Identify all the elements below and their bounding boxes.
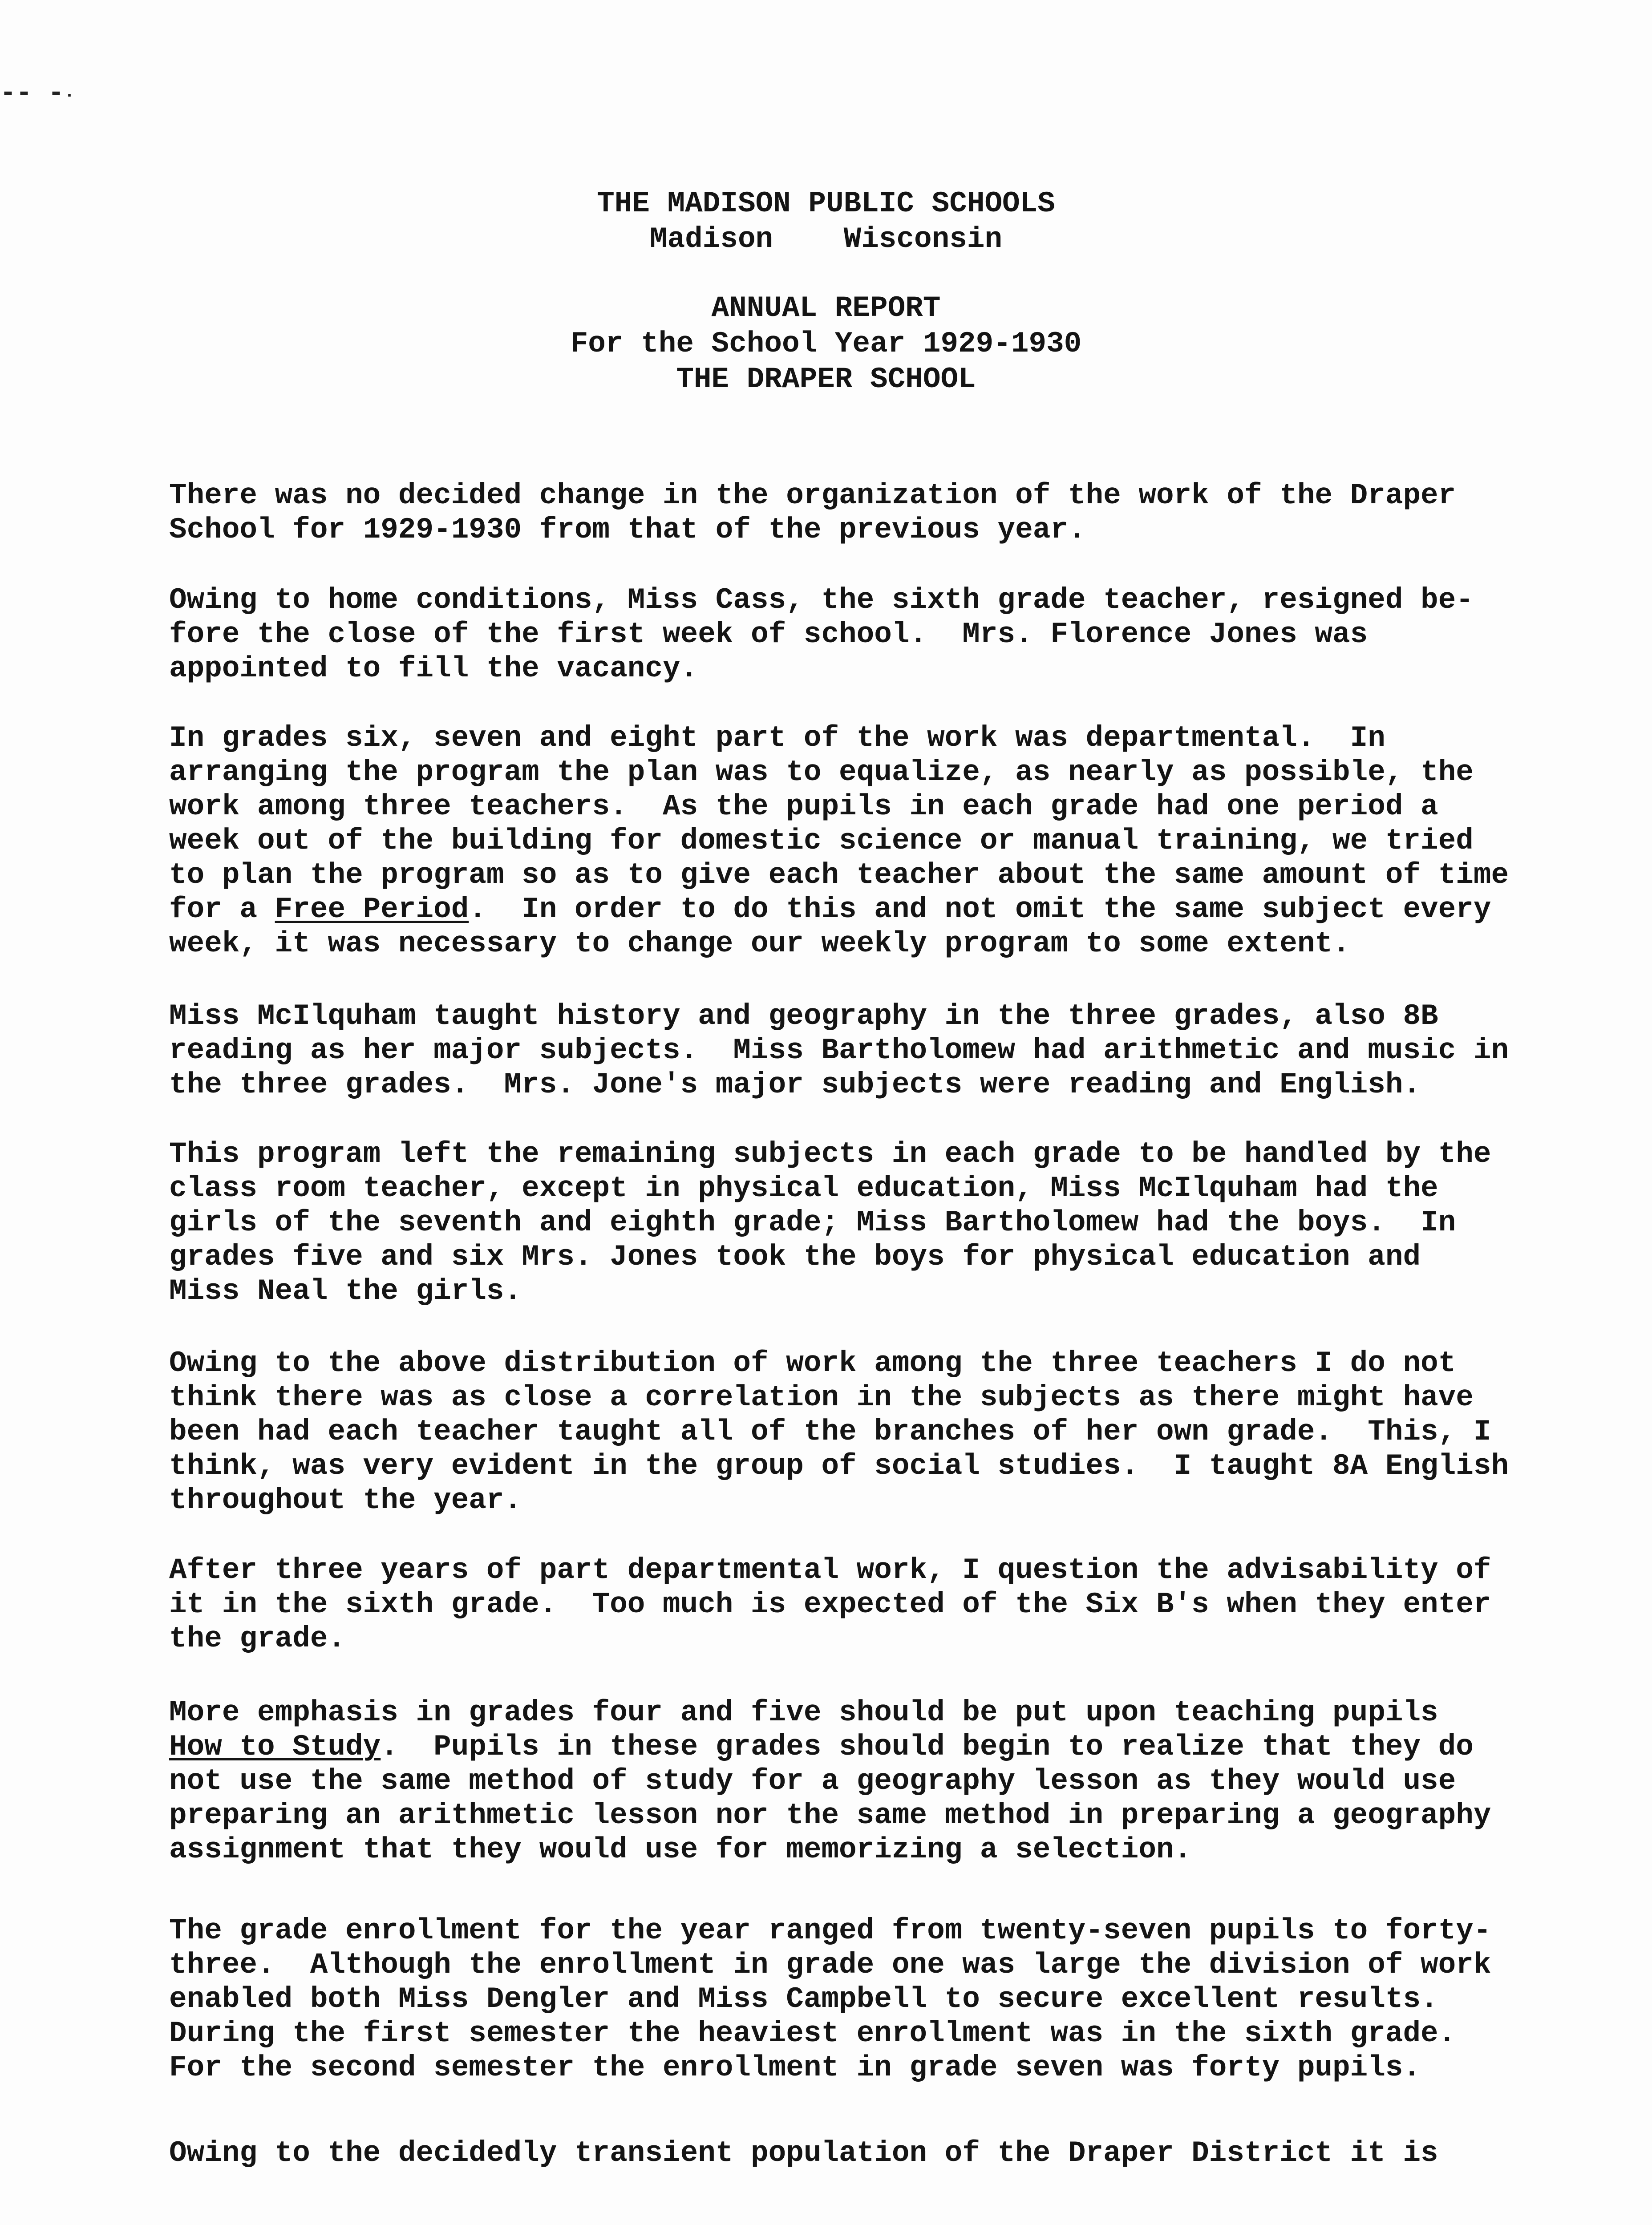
paragraph-correlation — [169, 1346, 1509, 1517]
header-school-year: For the School Year 1929-1930 — [570, 327, 1082, 360]
text-segment: . In order to do this and not omit the same subject every — [469, 893, 1491, 926]
text-line: been had each teacher taught all of the branches of her own grade. This, I — [169, 1415, 1491, 1448]
text-line: think there was as close a correlation in the subjects as there might have — [169, 1381, 1474, 1414]
text-line: enabled both Miss Dengler and Miss Campbell to secure excellent results. — [169, 1982, 1438, 2016]
text-line: it in the sixth grade. Too much is expected of the Six B's when they enter — [169, 1588, 1491, 1621]
paragraph-organization — [169, 478, 1504, 547]
paragraph-staff-change — [169, 583, 1504, 686]
text-line — [169, 892, 1504, 926]
text-line: fore the close of the first week of school. Mrs. Florence Jones was — [169, 618, 1368, 651]
underlined-phrase: How to Study — [169, 1730, 381, 1764]
text-line: not use the same method of study for a geography lesson as they would use — [169, 1764, 1456, 1798]
text-line: More emphasis in grades four and five should be put upon teaching pupils — [169, 1696, 1438, 1729]
text-line: the grade. — [169, 1622, 346, 1655]
text-line: Miss McIlquham taught history and geography in the three grades, also 8B — [169, 999, 1438, 1033]
paragraph-teacher-subjects — [169, 999, 1509, 1102]
text-line: class room teacher, except in physical education, Miss McIlquham had the — [169, 1172, 1438, 1205]
text-line: assignment that they would use for memorizing a selection. — [169, 1833, 1192, 1866]
text-line: Owing to home conditions, Miss Cass, the sixth grade teacher, resigned be- — [169, 583, 1474, 617]
header-report-title: ANNUAL REPORT — [711, 291, 941, 325]
text-line: week, it was necessary to change our weekly program to some extent. — [169, 927, 1350, 960]
text-line: appointed to fill the vacancy. — [169, 652, 698, 685]
paragraph-how-to-study — [169, 1695, 1504, 1867]
text-line: Miss Neal the girls. — [169, 1274, 522, 1308]
underlined-phrase: Free Period — [275, 893, 469, 926]
text-line: preparing an arithmetic lesson nor the same method in preparing a geography — [169, 1799, 1491, 1832]
text-line: work among three teachers. As the pupils in each grade had one period a — [169, 790, 1438, 823]
paragraph-advisability — [169, 1553, 1504, 1656]
text-line: There was no decided change in the organization of the work of the Draper — [169, 479, 1456, 512]
text-line: arranging the program the plan was to equalize, as nearly as possible, the — [169, 756, 1474, 789]
paragraph-remaining-subjects — [169, 1137, 1504, 1308]
text-line: During the first semester the heaviest enrollment was in the sixth grade. — [169, 2017, 1456, 2050]
text-line: The grade enrollment for the year ranged from twenty-seven pupils to forty- — [169, 1914, 1491, 1947]
text-line — [169, 1730, 1504, 1764]
text-line: For the second semester the enrollment in grade seven was forty pupils. — [169, 2051, 1421, 2084]
text-line: girls of the seventh and eighth grade; Miss Bartholomew had the boys. In — [169, 1206, 1456, 1239]
text-line: grades five and six Mrs. Jones took the boys for physical education and — [169, 1240, 1421, 1274]
text-line: School for 1929-1930 from that of the previous year. — [169, 513, 1086, 546]
text-line: three. Although the enrollment in grade one was large the division of work — [169, 1948, 1491, 1982]
text-line: This program left the remaining subjects in each grade to be handled by the — [169, 1137, 1491, 1171]
text-line: Owing to the decidedly transient population of the Draper District it is — [169, 2136, 1438, 2170]
text-line: reading as her major subjects. Miss Bartholomew had arithmetic and music in — [169, 1034, 1509, 1067]
text-line: the three grades. Mrs. Jone's major subjects were reading and English. — [169, 1068, 1421, 1101]
paragraph-transient-population — [169, 2136, 1504, 2170]
text-line: throughout the year. — [169, 1484, 522, 1517]
margin-mark: -- -· — [0, 78, 75, 109]
header-school-name: THE DRAPER SCHOOL — [676, 363, 976, 396]
text-line: Owing to the above distribution of work among the three teachers I do not — [169, 1347, 1456, 1380]
text-line: week out of the building for domestic science or manual training, we tried — [169, 824, 1474, 858]
header-school-system: THE MADISON PUBLIC SCHOOLS — [597, 187, 1055, 220]
paragraph-enrollment — [169, 1914, 1504, 2085]
text-line: In grades six, seven and eight part of the work was departmental. In — [169, 721, 1385, 755]
text-segment: for a — [169, 893, 275, 926]
text-line: to plan the program so as to give each teacher about the same amount of time — [169, 858, 1509, 892]
text-segment: . Pupils in these grades should begin to realize that they do — [381, 1730, 1474, 1764]
paragraph-departmental-work — [169, 721, 1509, 961]
text-line: think, was very evident in the group of social studies. I taught 8A English — [169, 1449, 1509, 1483]
text-line: After three years of part departmental work, I question the advisability of — [169, 1553, 1491, 1587]
header-location: Madison Wisconsin — [649, 222, 1003, 256]
